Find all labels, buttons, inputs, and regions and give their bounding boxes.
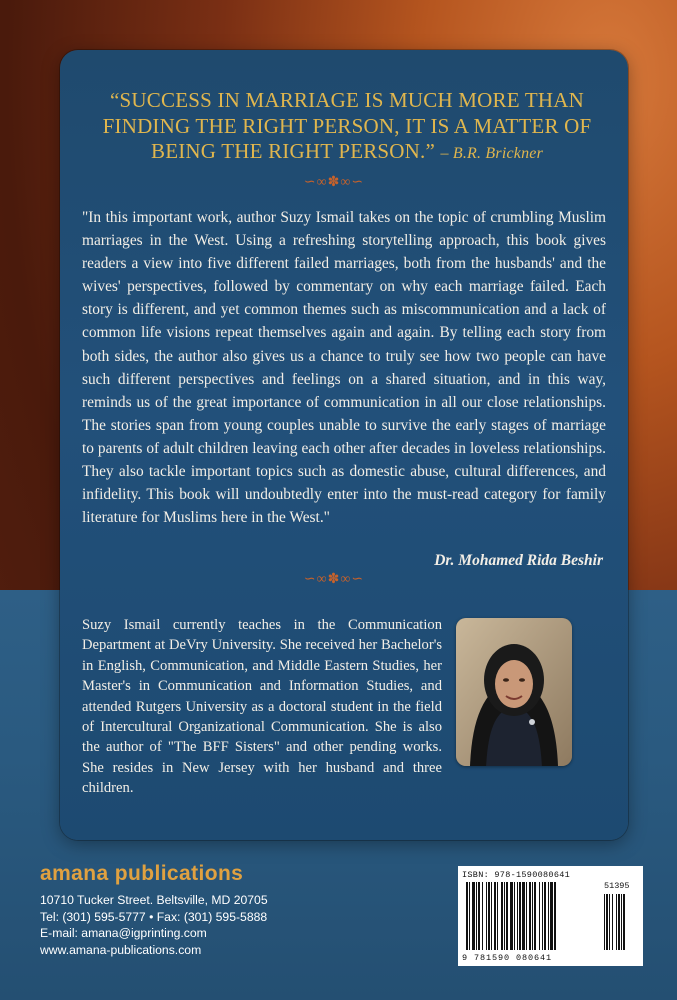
barcode-box — [458, 866, 643, 966]
barcode-digits: 9 781590 080641 — [462, 953, 553, 963]
review-signature: Dr. Mohamed Rida Beshir — [434, 552, 603, 569]
price-code: 51395 — [604, 881, 630, 891]
pull-quote — [82, 88, 612, 167]
quote-author: – B.R. Brickner — [440, 145, 543, 162]
quote-text: “SUCCESS IN MARRIAGE IS MUCH MORE THAN FINDING THE RIGHT PERSON, IT IS A MATTER OF BEING THE RIGHT PERSON.” — [102, 88, 592, 163]
publisher-name: amana publications — [40, 862, 244, 885]
review-text: "In this important work, author Suzy Ismail takes on the topic of crumbling Muslim marriages in the West. Using a refreshing storytelling approach, this book gives readers a view into five different failed marriages, both from the husbands' and the wives' perspectives, followed by commentary on why each marriage failed. Each story is different, and yet common themes such as miscommunication and a lack of common life visions repeat themselves again and again. By telling each story from both sides, the author also gives us a chance to truly see how two people can have such different perspectives and feelings on a shared situation, and in this way, reminds us of the great importance of communication in all our close relationships. The stories span from young couples unable to survive the early stages of marriage to parents of adult children leaving each other after decades in loveless relationships. They also tackle important topics such as domestic abuse, cultural differences, and infidelity. This book will undoubtedly enter into the must-read category for family literature for Muslims here in the West." — [82, 209, 606, 527]
website-line: www.amana-publications.com — [40, 942, 202, 957]
ornament-divider-bottom: ∽∞✽∞∽ — [303, 572, 365, 587]
author-bio: Suzy Ismail currently teaches in the Communication Department at DeVry University. She received her Bachelor's in English, Communication, and Middle Eastern Studies, her Master's in Communication and Information Studies, and attended Rutgers University as a doctoral student in the field of Intercultural Organizational Communication. She is also the author of "The BFF Sisters" and other pending works. She resides in New Jersey with her husband and three children. — [82, 617, 442, 797]
author-photo — [456, 618, 572, 766]
phone-line: Tel: (301) 595-5777 • Fax: (301) 595-5888 — [40, 909, 268, 924]
publisher-contact — [40, 892, 268, 958]
email-line: E-mail: amana@igprinting.com — [40, 926, 207, 940]
address-line: 10710 Tucker Street. Beltsville, MD 20705 — [40, 893, 268, 907]
barcode-bars — [458, 866, 643, 966]
ornament-divider-top: ∽∞✽∞∽ — [303, 175, 365, 190]
isbn-label: ISBN: 978-1590080641 — [462, 870, 571, 880]
